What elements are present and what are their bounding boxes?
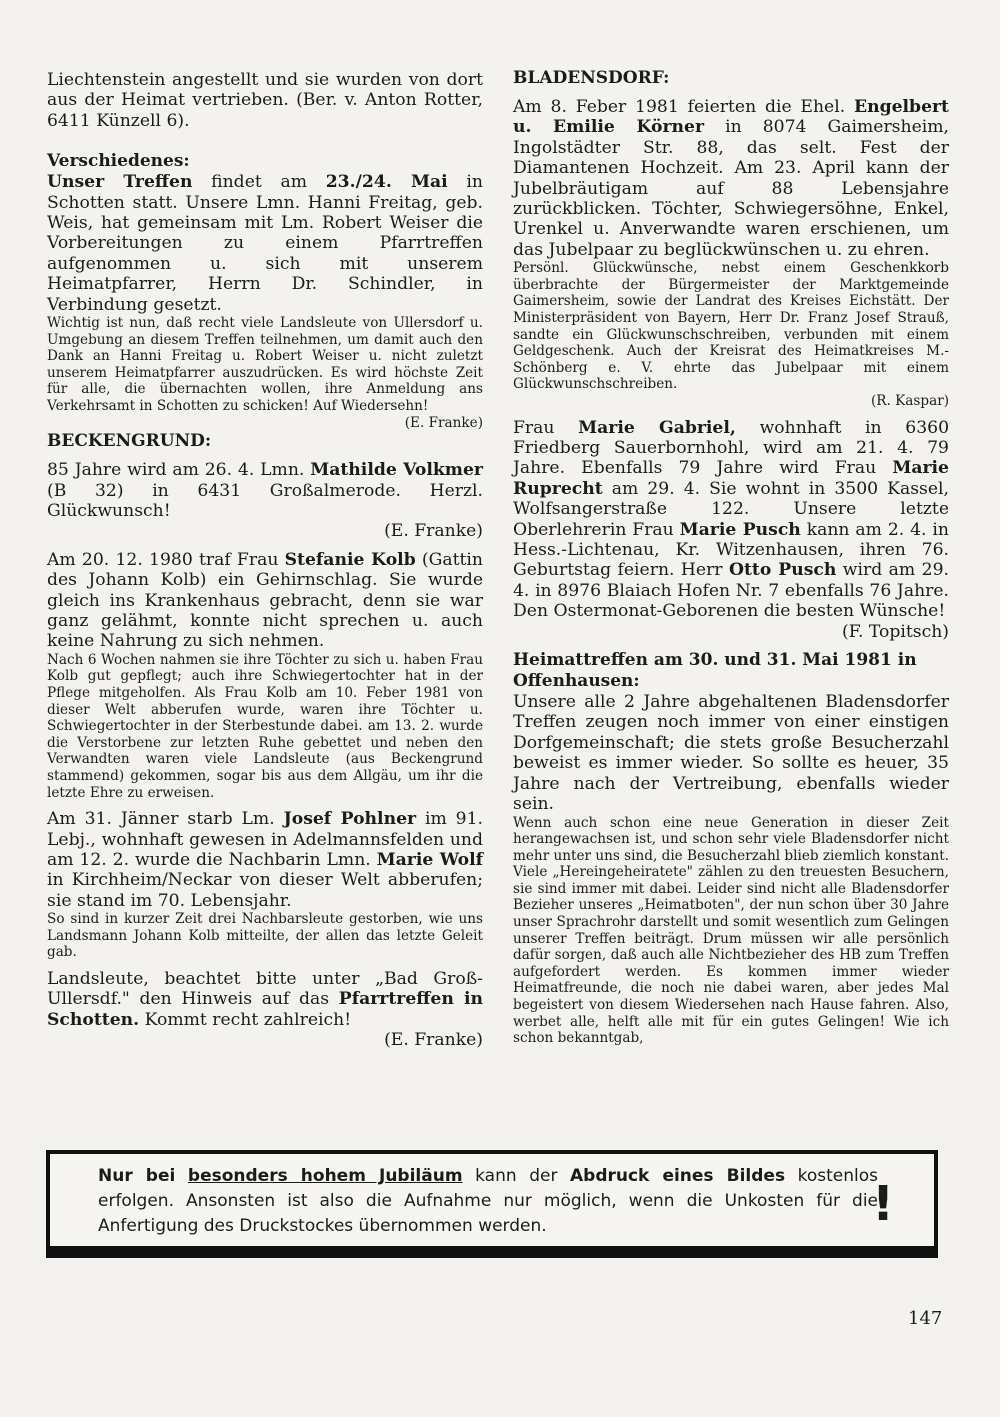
bold-text: Josef Pohlner: [283, 809, 417, 830]
bold-text: Marie Ruprecht: [513, 458, 949, 499]
bold-text: Marie Pusch: [679, 519, 801, 540]
credit-topitsch: (F. Topitsch): [842, 621, 949, 642]
bold-text: Engelbert u. Emilie Körner: [513, 97, 949, 138]
landsleute-paragraph: [47, 969, 483, 1030]
text: wohnhaft in 6360 Friedberg Sauerbornhohl, wird am 21. 4. 79 Jahre. Ebenfalls 79 Jahre wird Frau: [513, 417, 950, 479]
bold-text: Nur bei: [98, 1166, 176, 1186]
text: findet am: [192, 172, 326, 193]
credit-franke-2: (E. Franke): [384, 521, 483, 542]
text: kann der: [462, 1166, 570, 1186]
text: wird am 29. 4. in 8976 Blaiach Hofen Nr. 7 ebenfalls 76 Jahre. Den Ostermonat-Geborenen die besten Wünsche!: [513, 560, 950, 622]
kolb-paragraph: [47, 550, 483, 652]
bold-text: Pfarrtreffen in Schotten.: [47, 989, 484, 1030]
bold-text: Stefanie Kolb: [284, 549, 416, 570]
bold-text: Marie Wolf: [376, 850, 484, 871]
wenn-paragraph: Wenn auch schon eine neue Generation in dieser Zeit herangewachsen ist, und schon sehr viele Bladensdorfer nicht mehr unter uns sind, die Besucherzahl blieb ziemlich konstant. Viele „Hereingeheiratete" zählen zu den treuesten Besuchern, sie sind immer mit dabei. Leider sind nicht alle Bladensdorfer Bezieher unseres „Heimatboten", der nun schon über 30 Jahre unser Sprachrohr darstellt und somit wesentlich zum Gelingen unserer Treffen beiträgt. Drum müssen wir alle persönlich dafür sorgen, daß auch alle Nichtbezieher des HB zum Treffen aufgefordert werden. Es kommen immer wieder Heimatfreunde, die noch nie dabei waren, aber jedes Mal begeistert von diesem Wiedersehen nach Hause fahren. Also, werbet alle, helft alle mit für ein gutes Gelingen! Wie ich schon bekanntgab,: [513, 814, 949, 1047]
page-number: 147: [908, 1308, 943, 1329]
pohlner-small-paragraph: So sind in kurzer Zeit drei Nachbarsleute gestorben, wie uns Landsmann Johann Kolb mitteilte, der allen das letzte Geleit gab.: [47, 911, 483, 961]
heading-beckengrund: BECKENGRUND:: [47, 431, 212, 452]
bold-text: Otto Pusch: [728, 560, 837, 581]
text: in Schotten statt. Unsere Lmn. Hanni Freitag, geb. Weis, hat gemeinsam mit Lm. Robert Weiser die Vorbereitungen zu einem Pfarrtreffen aufgenommen u. sich mit unserem Heimatpfarrer, Herrn Dr. Schindler, in Verbindung gesetzt.: [47, 172, 483, 315]
bold-text: Mathilde Volkmer: [310, 460, 483, 481]
unsere-paragraph: Unsere alle 2 Jahre abgehaltenen Bladensdorfer Treffen zeugen noch immer von einer einstigen Dorfgemeinschaft; die stets große Besucherzahl beweist es immer wieder. So sollte es heuer, 35 Jahre nach der Vertreibung, ebenfalls wieder sein.: [513, 692, 949, 815]
wichtig-paragraph: Wichtig ist nun, daß recht viele Landsleute von Ullersdorf u. Umgebung an diesem Treffen teilnehmen, um damit auch den Dank an Hanni Freitag u. Robert Weiser u. nicht zuletzt unserem Heimatpfarrer auszudrücken. Es wird höchste Zeit für alle, die übernachten wollen, ihre Anmeldung ans Verkehrsamt in Schotten zu schicken! Auf Wiedersehn!: [47, 315, 483, 415]
gabriel-paragraph: [513, 418, 949, 622]
heading-verschiedenes: Verschiedenes:: [47, 151, 190, 172]
bold-text: Abdruck eines Bildes: [570, 1166, 786, 1186]
right-column: [513, 68, 949, 1047]
bold-text: Unser Treffen: [47, 172, 193, 193]
underlined-text: besonders hohem Jubiläum: [187, 1166, 463, 1186]
text: kostenlos erfolgen. Ansonsten ist also die Aufnahme nur möglich, wenn die Unkosten für die Anfertigung des Druckstockes übernommen werden.: [98, 1166, 879, 1236]
text: am 29. 4. Sie wohnt in 3500 Kassel, Wolfsangerstraße 122. Unsere letzte Oberlehrerin Frau: [513, 478, 949, 540]
bold-text: Marie Gabriel,: [578, 417, 736, 438]
text: Am 31. Jänner starb Lm.: [47, 809, 284, 830]
text: im 91. Lebj., wohnhaft gewesen in Adelmannsfelden und am 12. 2. wurde die Nachbarin Lmn.: [47, 809, 483, 871]
text: Am 20. 12. 1980 traf Frau: [47, 549, 285, 570]
text: Am 8. Feber 1981 feierten die Ehel.: [513, 97, 854, 117]
left-column: [47, 70, 483, 1051]
exclamation-icon: !: [872, 1176, 894, 1232]
text: in 8074 Gaimersheim, Ingolstädter Str. 88, das selt. Fest der Diamantenen Hochzeit. Am 23. April kann der Jubelbräutigam auf 88 Lebensjahre zurückblicken. Töchter, Schwiegersöhne, Enkel, Urenkel u. Anverwandte waren erschienen, um das Jubelpaar zu beglückwünschen u. zu ehren.: [513, 117, 949, 260]
koerner-paragraph: [513, 97, 949, 260]
credit-kaspar: (R. Kaspar): [870, 393, 949, 409]
text: Frau: [513, 417, 579, 438]
text: Kommt recht zahlreich!: [139, 1009, 352, 1030]
pohlner-paragraph: [47, 809, 483, 911]
bold-text: 23./24. Mai: [325, 172, 448, 193]
intro-paragraph: Liechtenstein angestellt und sie wurden von dort aus der Heimat vertrieben. (Ber. v. Anton Rotter, 6411 Künzell 6).: [47, 70, 483, 131]
credit-franke-3: (E. Franke): [384, 1030, 483, 1051]
text: in Kirchheim/Neckar von dieser Welt abberufen; sie stand im 70. Lebensjahr.: [47, 870, 483, 911]
treffen-paragraph: [47, 172, 483, 315]
volkmer-paragraph: [47, 460, 483, 521]
heading-bladensdorf: BLADENSDORF:: [513, 68, 670, 88]
text: (B 32) in 6431 Großalmerode. Herzl. Glückwunsch!: [47, 480, 483, 522]
notice-text: [98, 1164, 878, 1239]
koerner-small-paragraph: Persönl. Glückwünsche, nebst einem Geschenkkorb überbrachte der Bürgermeister der Marktgemeinde Gaimersheim, sowie der Landrat des Kreises Eichstätt. Der Ministerpräsident von Bayern, Herr Dr. Franz Josef Strauß, sandte ein Glückwunschschreiben, verbunden mit einem Geldgeschenk. Auch der Kreisrat des Heimatkreises M.-Schönberg e. V. ehrte das Jubelpaar mit einem Glückwunschschreiben.: [513, 260, 949, 393]
credit-franke-1: (E. Franke): [404, 414, 483, 431]
text: kann am 2. 4. in Hess.-Lichtenau, Kr. Witzenhausen, ihren 76. Geburtstag feiern. Herr: [513, 519, 949, 581]
kolb-small-paragraph: Nach 6 Wochen nahmen sie ihre Töchter zu sich u. haben Frau Kolb gut gepflegt; auch ihre Schwiegertochter hat in der Pflege mitgeholfen. Als Frau Kolb am 10. Feber 1981 von dieser Welt abberufen wurde, waren ihre Töchter u. Schwiegertochter in der Sterbestunde dabei. am 13. 2. wurde die Verstorbene zur letzten Ruhe gebettet und neben den Verwandten waren viele Landsleute (aus Beckengrund stammend) gekommen, sogar bis aus dem Allgäu, um ihr die letzte Ehre zu erweisen.: [47, 651, 483, 801]
text: Landsleute, beachtet bitte unter „Bad Groß-Ullersdf." den Hinweis auf das: [47, 969, 483, 1010]
notice-box: [46, 1150, 938, 1258]
heading-heimattreffen: Heimattreffen am 30. und 31. Mai 1981 in Offenhausen:: [513, 650, 917, 692]
text: 85 Jahre wird am 26. 4. Lmn.: [47, 460, 311, 481]
text: (Gattin des Johann Kolb) ein Gehirnschlag. Sie wurde gleich ins Krankenhaus gebracht, denn sie war ganz gelähmt, konnte nicht sprechen u. auch keine Nahrung zu sich nehmen.: [47, 549, 483, 652]
